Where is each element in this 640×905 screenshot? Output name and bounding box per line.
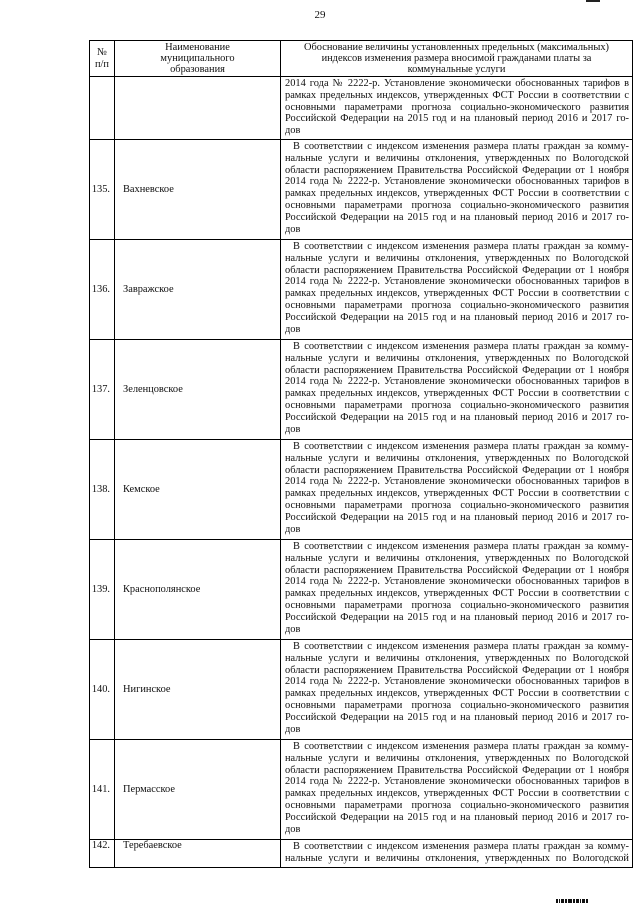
- basis-text-line: 2014 года № 2222-р. Установление экономически обоснованных тарифов в: [285, 376, 629, 388]
- basis-text-line: Российской Федерации на 2015 год и на плановый период 2016 и 2017 го-: [285, 113, 629, 125]
- basis-text-line: 2014 года № 2222-р. Установление экономически обоснованных тарифов в: [285, 676, 629, 688]
- basis-text-line: Российской Федерации на 2015 год и на плановый период 2016 и 2017 го-: [285, 311, 629, 323]
- basis-text-line: дов: [285, 223, 301, 235]
- municipality-name: Теребаевское: [115, 840, 281, 868]
- basis-text-line: рамках предельных индексов, утвержденных ФСТ России в соответствии с: [285, 288, 629, 300]
- basis-text: [281, 640, 633, 740]
- basis-text-line: В соответствии с индексом изменения размера платы граждан за комму-: [293, 141, 629, 152]
- basis-text-line: области распоряжением Правительства Российской Федерации от 1 ноября: [285, 464, 629, 476]
- basis-text-line: рамках предельных индексов, утвержденных ФСТ России в соответствии с: [285, 788, 629, 800]
- basis-text-line: В соответствии с индексом изменения размера платы граждан за комму-: [293, 241, 629, 252]
- basis-text-line: 2014 года № 2222-р. Установление экономически обоснованных тарифов в: [285, 276, 629, 288]
- municipality-name: Нигинское: [115, 640, 281, 740]
- basis-text-line: области распоряжением Правительства Российской Федерации от 1 ноября: [285, 764, 629, 776]
- basis-text-line: рамках предельных индексов, утвержденных ФСТ России в соответствии с: [285, 188, 629, 200]
- municipality-name: Зеленцовское: [115, 340, 281, 440]
- basis-text-line: дов: [285, 723, 301, 735]
- basis-text: [281, 340, 633, 440]
- basis-text-line: основными параметрами прогноза социально-экономического развития: [285, 101, 629, 113]
- row-number: 137.: [90, 340, 115, 440]
- basis-text: [281, 840, 633, 868]
- header-num: № п/п: [90, 41, 115, 77]
- basis-text-line: области распоряжением Правительства Российской Федерации от 1 ноября: [285, 364, 629, 376]
- row-num-cell: [90, 77, 115, 140]
- table-row: [90, 440, 633, 540]
- municipality-name: Кемское: [115, 440, 281, 540]
- row-number: 136.: [90, 240, 115, 340]
- basis-text-line: дов: [285, 523, 301, 535]
- row-name-cell: [115, 77, 281, 140]
- basis-text-line: 2014 года № 2222-р. Установление экономически обоснованных тарифов в: [285, 576, 629, 588]
- basis-text-line: нальные услуги и величины отклонения, утвержденных по Вологодской: [285, 252, 629, 264]
- row-number: 135.: [90, 140, 115, 240]
- basis-text-line: дов: [285, 125, 301, 137]
- barcode-mark: [556, 899, 588, 903]
- basis-text-line: основными параметрами прогноза социально-экономического развития: [285, 399, 629, 411]
- municipality-name: Пермасское: [115, 740, 281, 840]
- table-header-row: [90, 41, 633, 77]
- basis-text-line: В соответствии с индексом изменения размера платы граждан за комму-: [293, 741, 629, 752]
- row-number: 142.: [90, 840, 115, 868]
- municipality-name: Краснополянское: [115, 540, 281, 640]
- table-row: [90, 740, 633, 840]
- basis-text: [281, 540, 633, 640]
- basis-text-line: Российской Федерации на 2015 год и на плановый период 2016 и 2017 го-: [285, 811, 629, 823]
- table-row: [90, 840, 633, 868]
- basis-text-line: нальные услуги и величины отклонения, утвержденных по Вологодской: [285, 652, 629, 664]
- scan-mark: [586, 0, 600, 2]
- basis-text-line: 2014 года № 2222-р. Установление экономически обоснованных тарифов в: [285, 776, 629, 788]
- page-number: 29: [314, 9, 326, 21]
- basis-text-line: 2014 года № 2222-р. Установление экономически обоснованных тарифов в: [285, 78, 629, 89]
- basis-text-line: нальные услуги и величины отклонения, утвержденных по Вологодской: [285, 452, 629, 464]
- basis-text-line: рамках предельных индексов, утвержденных ФСТ России в соответствии с: [285, 488, 629, 500]
- municipality-name: Вахневское: [115, 140, 281, 240]
- header-name: Наименование муниципального образования: [115, 41, 281, 77]
- basis-text-line: дов: [285, 423, 301, 435]
- basis-text-line: В соответствии с индексом изменения размера платы граждан за комму-: [293, 841, 629, 852]
- header-basis: Обоснование величины установленных предельных (максимальных) индексов изменения размера вносимой гражданами платы за коммунальные услуги: [281, 41, 633, 77]
- basis-text-line: дов: [285, 823, 301, 835]
- basis-text-line: рамках предельных индексов, утвержденных ФСТ России в соответствии с: [285, 89, 629, 101]
- basis-text-line: дов: [285, 323, 301, 335]
- basis-text-line: В соответствии с индексом изменения размера платы граждан за комму-: [293, 641, 629, 652]
- basis-text-line: нальные услуги и величины отклонения, утвержденных по Вологодской: [285, 552, 629, 564]
- basis-text-line: области распоряжением Правительства Российской Федерации от 1 ноября: [285, 164, 629, 176]
- basis-text-line: рамках предельных индексов, утвержденных ФСТ России в соответствии с: [285, 588, 629, 600]
- basis-text: [281, 240, 633, 340]
- row-number: 138.: [90, 440, 115, 540]
- table-row: [90, 140, 633, 240]
- basis-text: [281, 140, 633, 240]
- basis-text-line: основными параметрами прогноза социально-экономического развития: [285, 199, 629, 211]
- table-row: [90, 240, 633, 340]
- basis-text-line: Российской Федерации на 2015 год и на плановый период 2016 и 2017 го-: [285, 611, 629, 623]
- basis-text-line: области распоряжением Правительства Российской Федерации от 1 ноября: [285, 564, 629, 576]
- basis-text-line: области распоряжением Правительства Российской Федерации от 1 ноября: [285, 664, 629, 676]
- basis-text-line: дов: [285, 623, 301, 635]
- basis-text-line: области распоряжением Правительства Российской Федерации от 1 ноября: [285, 264, 629, 276]
- indices-table: [89, 40, 633, 868]
- basis-text: [281, 740, 633, 840]
- basis-text-line: основными параметрами прогноза социально-экономического развития: [285, 299, 629, 311]
- table-row: [90, 340, 633, 440]
- basis-text-line: 2014 года № 2222-р. Установление экономически обоснованных тарифов в: [285, 476, 629, 488]
- table-row-continuation: [90, 77, 633, 140]
- basis-text-line: Российской Федерации на 2015 год и на плановый период 2016 и 2017 го-: [285, 411, 629, 423]
- table-row: [90, 540, 633, 640]
- basis-text-line: Российской Федерации на 2015 год и на плановый период 2016 и 2017 го-: [285, 211, 629, 223]
- basis-text-line: В соответствии с индексом изменения размера платы граждан за комму-: [293, 541, 629, 552]
- basis-text-line: основными параметрами прогноза социально-экономического развития: [285, 499, 629, 511]
- basis-text-line: нальные услуги и величины отклонения, утвержденных по Вологодской: [285, 352, 629, 364]
- table-row: [90, 640, 633, 740]
- basis-text-line: основными параметрами прогноза социально-экономического развития: [285, 699, 629, 711]
- basis-text-line: 2014 года № 2222-р. Установление экономически обоснованных тарифов в: [285, 176, 629, 188]
- row-number: 141.: [90, 740, 115, 840]
- basis-text-line: нальные услуги и величины отклонения, утвержденных по Вологодской: [285, 152, 629, 164]
- basis-text-line: рамках предельных индексов, утвержденных ФСТ России в соответствии с: [285, 688, 629, 700]
- row-basis-cell: [281, 77, 633, 140]
- row-number: 139.: [90, 540, 115, 640]
- basis-text-line: Российской Федерации на 2015 год и на плановый период 2016 и 2017 го-: [285, 711, 629, 723]
- basis-text-line: нальные услуги и величины отклонения, утвержденных по Вологодской: [285, 752, 629, 764]
- basis-text-line: основными параметрами прогноза социально-экономического развития: [285, 799, 629, 811]
- basis-text-line: В соответствии с индексом изменения размера платы граждан за комму-: [293, 441, 629, 452]
- basis-text-line: Российской Федерации на 2015 год и на плановый период 2016 и 2017 го-: [285, 511, 629, 523]
- row-number: 140.: [90, 640, 115, 740]
- municipality-name: Завражское: [115, 240, 281, 340]
- basis-text-line: основными параметрами прогноза социально-экономического развития: [285, 599, 629, 611]
- basis-text-line: нальные услуги и величины отклонения, утвержденных по Вологодской: [285, 852, 629, 864]
- basis-text: [281, 440, 633, 540]
- basis-text-line: В соответствии с индексом изменения размера платы граждан за комму-: [293, 341, 629, 352]
- basis-text-line: рамках предельных индексов, утвержденных ФСТ России в соответствии с: [285, 388, 629, 400]
